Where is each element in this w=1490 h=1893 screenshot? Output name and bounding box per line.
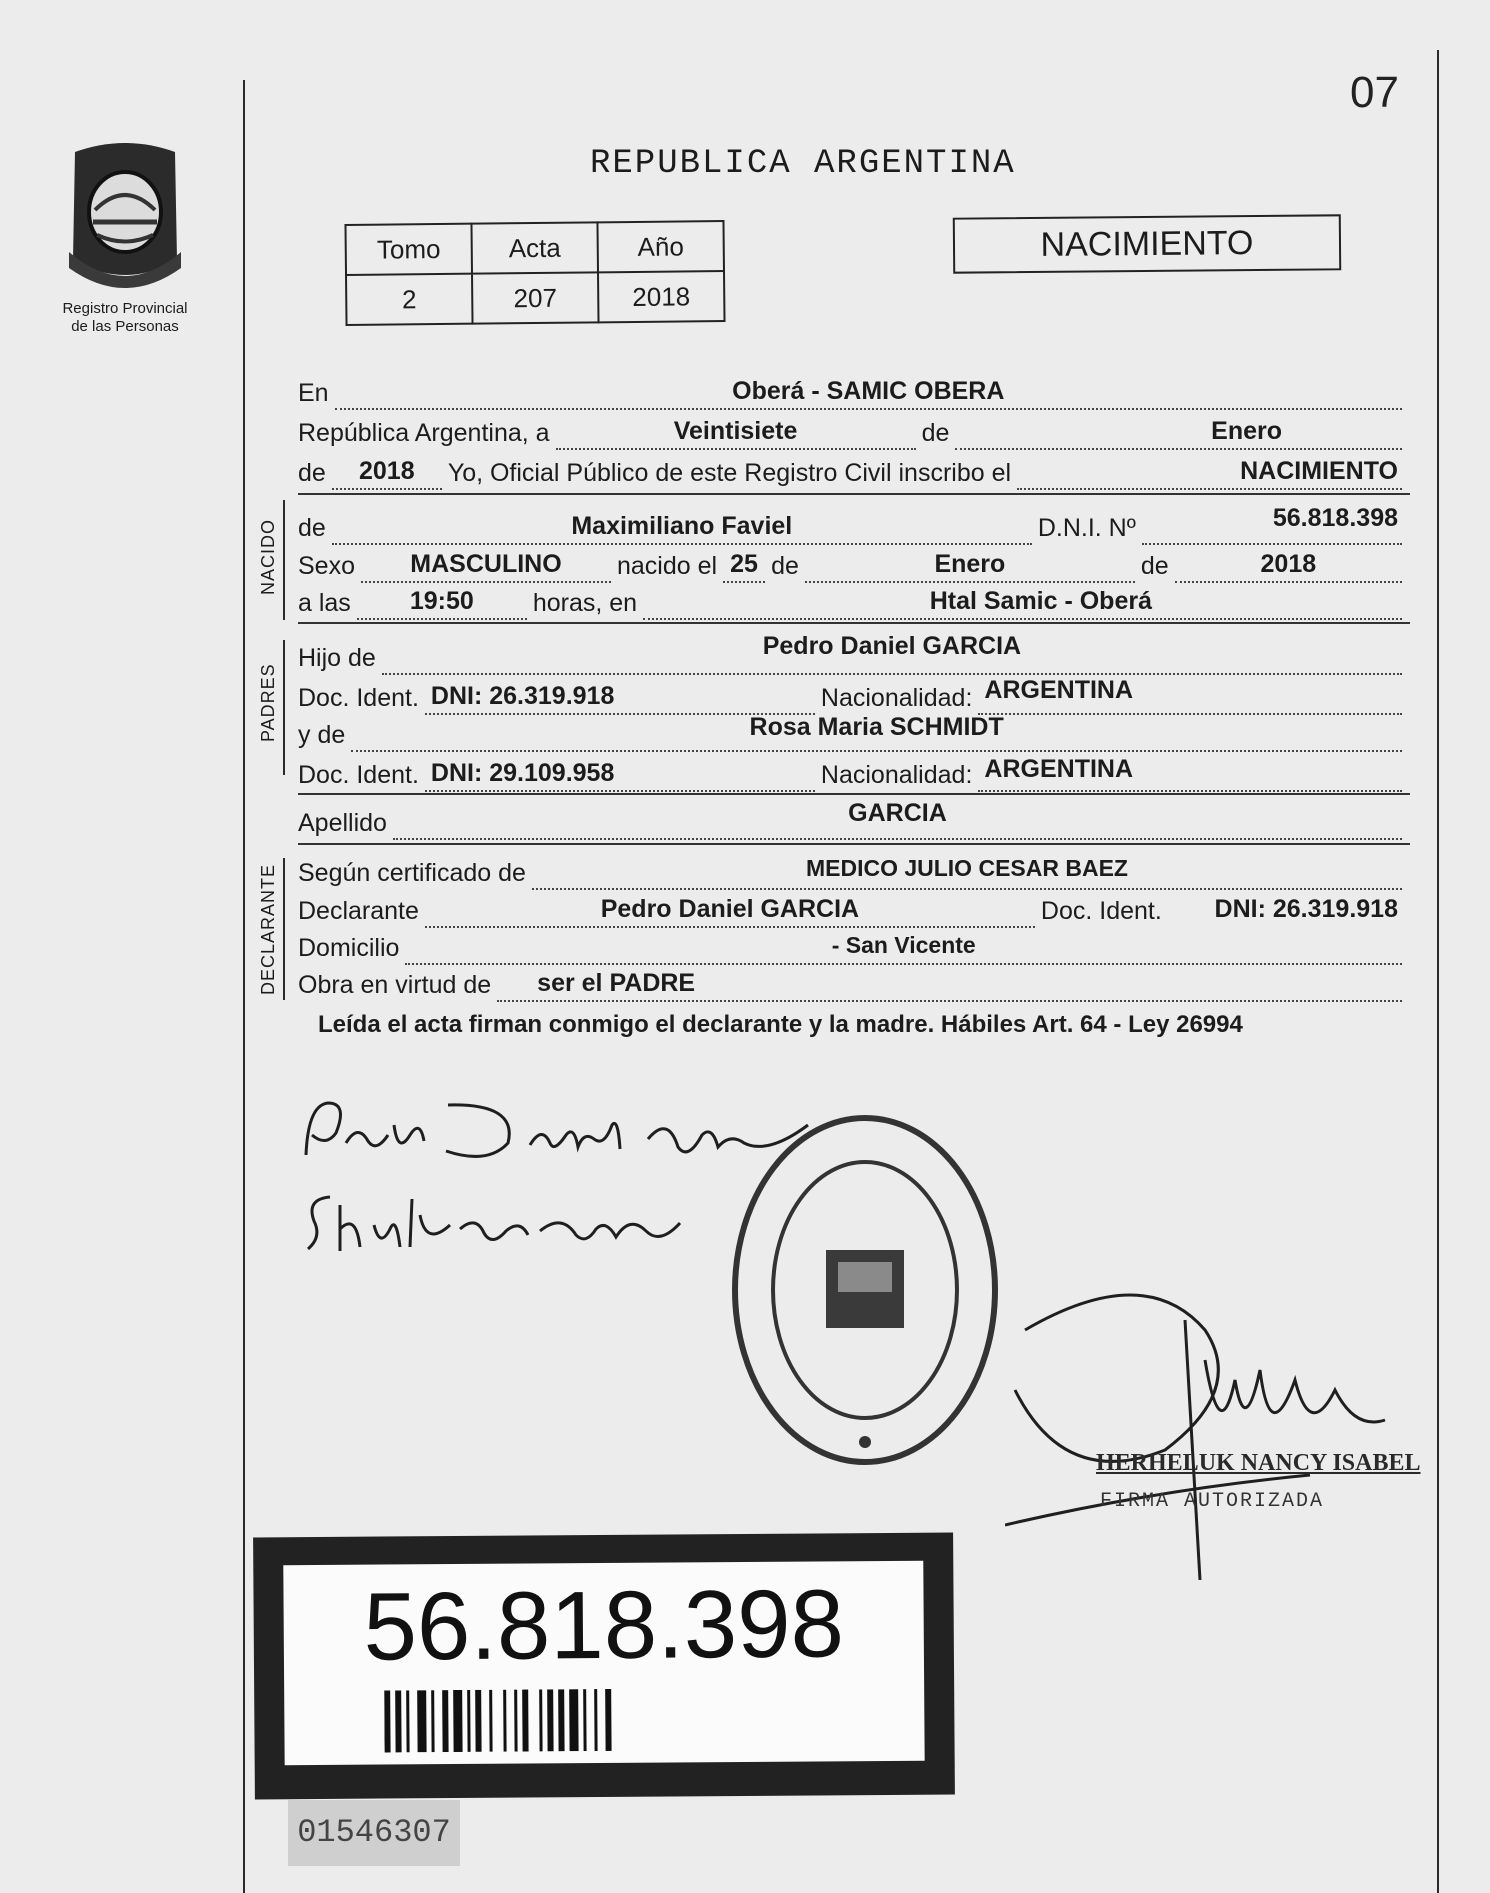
section-divider [298,622,1410,624]
field-birth-month [805,549,1135,583]
label-nacido-el: nacido el [616,552,718,580]
registry-table [344,220,725,326]
value-year: 2018 [359,457,415,485]
value-mother-nat: ARGENTINA [984,755,1134,783]
barcode-bar [569,1689,578,1751]
value-birth-day: 25 [730,550,758,578]
value-declarante-doc: DNI: 26.319.918 [1214,895,1398,923]
padres-bracket [283,640,285,775]
field-dni [1142,504,1402,545]
field-day [556,416,916,450]
barcode-bar [384,1690,390,1752]
barcode-bar [442,1690,448,1752]
value-day-words: Veintisiete [673,417,798,445]
act-type-box: NACIMIENTO [953,214,1341,273]
line-sex-birth [298,543,1408,583]
registry-value-ano: 2018 [598,271,725,322]
barcode-bar [605,1689,611,1751]
province-seal-logo [55,140,195,295]
label-father-nat: Nacionalidad: [820,684,973,712]
line-date [298,410,1408,450]
value-child-name: Maximiliano Faviel [571,512,793,540]
field-obra [497,968,1402,1002]
page-number: 07 [1350,68,1399,117]
field-mother-doc [425,758,815,792]
label-de-year: de [298,459,326,487]
nacido-bracket [283,500,285,620]
field-birth-day [723,549,765,583]
label-dni: D.N.I. Nº [1037,514,1136,542]
line-declarante [298,888,1408,928]
side-label-nacido: NACIDO [258,518,278,595]
field-sex [361,549,611,583]
field-mother [351,713,1402,752]
registry-header-acta: Acta [471,222,598,273]
line-year [298,450,1408,490]
value-month: Enero [1211,417,1282,445]
field-mother-nat [978,755,1402,792]
line-father-doc [298,675,1408,715]
field-birth-place [643,586,1402,620]
logo-caption [30,300,220,336]
field-place [335,376,1402,410]
field-time [357,586,527,620]
line-obra [298,962,1408,1002]
line-name [298,505,1408,545]
official-signature [1005,1270,1425,1580]
official-stamp [728,1110,1003,1470]
legal-notice: Leída el acta firman conmigo el declarante y la madre. Hábiles Art. 64 - Ley 26994 [318,1011,1243,1038]
side-label-padres: PADRES [258,663,278,742]
label-declarante-doc: Doc. Ident. [1040,897,1162,925]
registry-header-ano: Año [597,221,724,272]
value-time: 19:50 [409,587,474,615]
value-certificate: MEDICO JULIO CESAR BAEZ [805,855,1128,881]
label-sexo: Sexo [298,552,355,580]
label-declarante: Declarante [298,897,419,925]
label-domicilio: Domicilio [298,934,400,962]
left-margin-line [243,80,245,1893]
field-year [332,456,442,490]
label-de-birth-month: de [771,552,799,580]
id-number: 56.818.398 [363,1570,845,1681]
line-time-place [298,580,1408,620]
barcode-bar [522,1690,528,1752]
logo-caption-line1: Registro Provincial [62,300,188,317]
section-divider [298,493,1410,495]
barcode-bar [467,1690,470,1752]
field-declarante-name [425,894,1035,928]
section-divider [298,793,1410,795]
barcode-bar [514,1690,517,1752]
barcode-bar [417,1690,426,1752]
value-mother-doc: DNI: 29.109.958 [430,759,615,787]
mother-signature [300,1185,700,1265]
field-declarante-doc [1168,896,1402,928]
label-mother-doc: Doc. Ident. [298,761,419,789]
registry-value-tomo: 2 [346,274,473,325]
label-a-las: a las [298,589,351,617]
field-month [955,416,1402,450]
official-title: FIRMA AUTORIZADA [1100,1490,1325,1513]
value-father-nat: ARGENTINA [984,676,1134,704]
value-birth-place: Htal Samic - Oberá [929,587,1152,615]
barcode-bar [503,1690,506,1752]
value-birth-year: 2018 [1260,550,1317,578]
id-label-inner [283,1561,924,1765]
barcode-bar [475,1690,481,1752]
field-birth-year [1175,549,1402,583]
line-place [298,370,1408,410]
registry-header-tomo: Tomo [345,224,472,275]
label-y-de: y de [298,721,346,749]
barcode-bar [539,1689,542,1751]
label-en: En [298,379,329,407]
line-father [298,632,1408,675]
value-obra: ser el PADRE [537,969,696,997]
official-name: HERHELUK NANCY ISABEL [1096,1450,1421,1476]
line-mother [298,712,1408,752]
label-de-month: de [921,419,950,447]
label-obra: Obra en virtud de [298,971,492,999]
barcode-bar [547,1689,553,1751]
value-father: Pedro Daniel GARCIA [762,632,1022,660]
field-certificate [532,856,1402,890]
label-inscribo: Yo, Oficial Público de este Registro Civil inscribo el [447,459,1012,487]
field-inscribed [1017,456,1402,490]
label-mother-nat: Nacionalidad: [820,761,973,789]
section-divider [298,843,1410,845]
label-republica: República Argentina, a [298,419,550,447]
declarante-bracket [283,858,285,1000]
label-apellido: Apellido [298,809,387,837]
barcode-bar [431,1690,434,1752]
barcode-bar [583,1689,586,1751]
value-apellido: GARCIA [848,799,947,827]
label-certificado: Según certificado de [298,859,526,887]
field-father-nat [978,676,1402,715]
value-place: Oberá - SAMIC OBERA [732,377,1005,405]
barcode [384,1687,824,1752]
value-mother: Rosa Maria SCHMIDT [749,713,1004,741]
value-birth-month: Enero [934,550,1006,578]
barcode-bar [453,1690,462,1752]
value-child-dni: 56.818.398 [1272,504,1398,532]
value-sex: MASCULINO [410,550,562,578]
field-apellido [393,799,1402,840]
registry-header-row [345,221,724,275]
value-inscribed: NACIMIENTO [1240,457,1398,485]
label-de-birth-year: de [1140,552,1169,580]
registry-value-row [346,271,725,325]
barcode-bar [489,1690,492,1752]
barcode-bar [406,1690,409,1752]
logo-caption-line2: de las Personas [71,318,179,335]
label-hijo-de: Hijo de [298,644,376,672]
line-apellido [298,800,1408,840]
document-title: REPUBLICA ARGENTINA [590,145,1016,183]
field-father [382,632,1402,675]
label-father-doc: Doc. Ident. [298,684,419,712]
id-number-label [253,1533,955,1800]
barcode-bar [558,1689,564,1751]
barcode-bar [594,1689,597,1751]
field-name [332,511,1032,545]
value-father-doc: DNI: 26.319.918 [430,682,615,710]
line-mother-doc [298,752,1408,792]
barcode-bar [395,1690,401,1752]
label-horas-en: horas, en [532,589,638,617]
line-certificate [298,850,1408,890]
field-father-doc [425,681,815,715]
line-domicilio [298,925,1408,965]
value-declarante-name: Pedro Daniel GARCIA [600,895,860,923]
field-domicilio [405,931,1402,965]
side-label-declarante: DECLARANTE [258,863,278,995]
value-domicilio: - San Vicente [831,932,976,958]
control-number: 01546307 [288,1800,460,1866]
registry-value-acta: 207 [472,272,599,323]
label-de-name: de [298,514,326,542]
right-margin-line [1437,50,1439,1893]
